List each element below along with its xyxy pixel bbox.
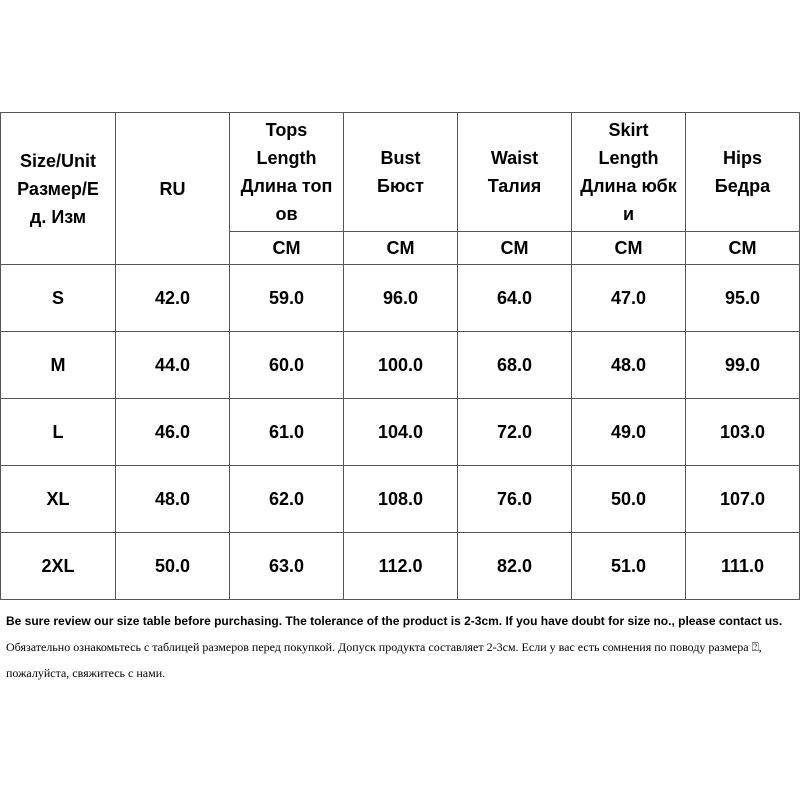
cell-size: M bbox=[1, 332, 116, 399]
cell-waist: 68.0 bbox=[458, 332, 572, 399]
cell-waist: 82.0 bbox=[458, 533, 572, 600]
header-size-unit: Size/Unit Размер/Е д. Изм bbox=[1, 113, 116, 265]
cell-ru: 44.0 bbox=[116, 332, 230, 399]
cell-tops-length: 61.0 bbox=[230, 399, 344, 466]
header-hips: Hips Бедра bbox=[686, 113, 800, 232]
cell-bust: 108.0 bbox=[344, 466, 458, 533]
cell-size: 2XL bbox=[1, 533, 116, 600]
table-header-row bbox=[1, 113, 800, 232]
table-row bbox=[1, 533, 800, 600]
cell-bust: 96.0 bbox=[344, 265, 458, 332]
table-row bbox=[1, 332, 800, 399]
cell-skirt-length: 51.0 bbox=[572, 533, 686, 600]
cell-bust: 100.0 bbox=[344, 332, 458, 399]
cell-bust: 104.0 bbox=[344, 399, 458, 466]
note-english: Be sure review our size table before purchasing. The tolerance of the product is 2-3cm. If you have doubt for size no., please contact us. bbox=[6, 614, 783, 628]
cell-tops-length: 62.0 bbox=[230, 466, 344, 533]
cell-ru: 48.0 bbox=[116, 466, 230, 533]
table-row bbox=[1, 466, 800, 533]
header-tops-length: Tops Length Длина топ ов bbox=[230, 113, 344, 232]
cell-hips: 111.0 bbox=[686, 533, 800, 600]
table-row bbox=[1, 265, 800, 332]
cell-skirt-length: 50.0 bbox=[572, 466, 686, 533]
unit-waist: CM bbox=[458, 232, 572, 265]
size-table bbox=[0, 112, 800, 600]
header-waist: Waist Талия bbox=[458, 113, 572, 232]
note-russian: Обязательно ознакомьтесь с таблицей размеров перед покупкой. Допуск продукта составляет 2-3см. Если у вас есть сомнения по поводу размера ⍰, пожалуйста, свяжитесь с нами. bbox=[6, 640, 762, 680]
cell-size: XL bbox=[1, 466, 116, 533]
unit-hips: CM bbox=[686, 232, 800, 265]
cell-skirt-length: 47.0 bbox=[572, 265, 686, 332]
cell-tops-length: 59.0 bbox=[230, 265, 344, 332]
cell-ru: 46.0 bbox=[116, 399, 230, 466]
unit-bust: CM bbox=[344, 232, 458, 265]
cell-bust: 112.0 bbox=[344, 533, 458, 600]
cell-ru: 50.0 bbox=[116, 533, 230, 600]
cell-skirt-length: 48.0 bbox=[572, 332, 686, 399]
cell-ru: 42.0 bbox=[116, 265, 230, 332]
cell-waist: 64.0 bbox=[458, 265, 572, 332]
cell-hips: 95.0 bbox=[686, 265, 800, 332]
cell-skirt-length: 49.0 bbox=[572, 399, 686, 466]
cell-waist: 76.0 bbox=[458, 466, 572, 533]
unit-tops-length: CM bbox=[230, 232, 344, 265]
cell-hips: 99.0 bbox=[686, 332, 800, 399]
cell-waist: 72.0 bbox=[458, 399, 572, 466]
unit-skirt-length: CM bbox=[572, 232, 686, 265]
header-ru: RU bbox=[116, 113, 230, 265]
cell-size: S bbox=[1, 265, 116, 332]
cell-hips: 103.0 bbox=[686, 399, 800, 466]
header-skirt-length: Skirt Length Длина юбк и bbox=[572, 113, 686, 232]
cell-hips: 107.0 bbox=[686, 466, 800, 533]
size-notes bbox=[6, 612, 798, 686]
header-bust: Bust Бюст bbox=[344, 113, 458, 232]
table-row bbox=[1, 399, 800, 466]
cell-tops-length: 63.0 bbox=[230, 533, 344, 600]
cell-tops-length: 60.0 bbox=[230, 332, 344, 399]
cell-size: L bbox=[1, 399, 116, 466]
